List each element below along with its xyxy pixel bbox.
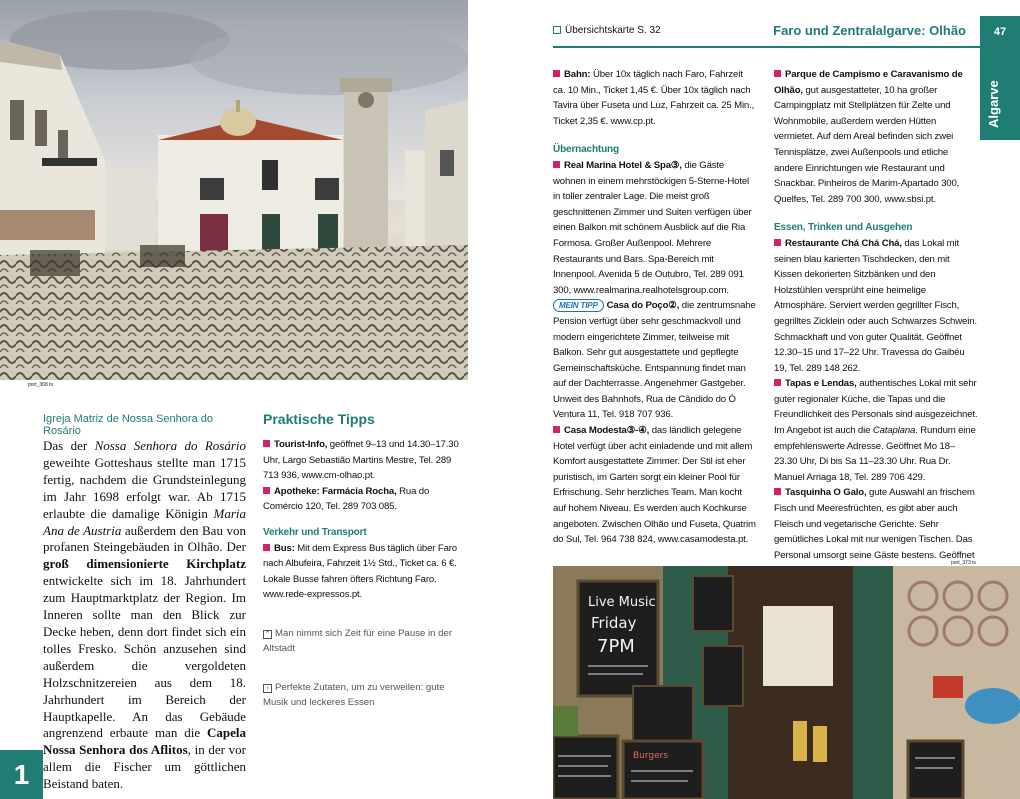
cataplana-term: Cataplana: [872, 425, 916, 437]
body-text: geweihte Gotteshaus stellte man 1715 fertig, nachdem die Grundsteinlegung im Jahr 1698 erfolgt war. Ab 1715 erlaubte die damalige Königin: [43, 454, 246, 521]
camping-text: gut ausgestatteter, 10 ha großer Campingplatz mit Stellplätzen für Zelte und Wohnmobile, außerdem werden Hütten vermietet. Auf dem Areal befinden sich zwei Tennisplätze, zwei Außenpools und etliche andere Einrichtungen wie Restaurant und Snackbar. Pinheiros de Marim-Apartado 300, Quelfes, Tel. 289 700 300, www.sbsi.pt.: [774, 84, 960, 205]
sign-burgers: Burgers: [633, 751, 669, 761]
hotel-real-marina: [553, 158, 757, 298]
body-keyword: groß dimensionierte Kirchplatz: [43, 556, 246, 572]
bus-label: Bus:: [274, 542, 295, 554]
map-square-icon: [553, 26, 561, 34]
hotel-text: das ländlich gelegene Hotel verfügt über acht einladende und mit allem Komfort ausgestattete Zimmer. Der Stil ist eher puristisch, im Garten sorgt ein kleiner Pool für Erfrischung. Sehr herzliches Team. Man kocht auf hohem Niveau. Es werden auch Kochkurse angeboten. Zwischen Olhão und Fuseta, Quatrim do Sul, Tel. 964 738 824, www.casamodesta.pt.: [553, 425, 756, 546]
arrow-right-icon: ›: [263, 684, 272, 693]
tip-tourist-info: [263, 437, 469, 484]
tip-label: Apotheke: Farmácia Rocha,: [274, 485, 397, 497]
sign-time: 7PM: [597, 636, 635, 657]
restaurant-text: das Lokal mit seinen blau karierten Tischdecken, den mit Kissen dekorierten Sitzbänken und den Holzstühlen versprüht eine heimelige Atmosphäre. Serviert werden gegrillter Fisch, gegrilltes Zicklein oder auch Schwarzes Schwein. Schmackhaft und von guter Qualität. Geöffnet 12.30–15 und 17–22 Uhr. Travessa do Gaibéu 19, Tel. 289 148 262.: [774, 237, 977, 374]
bullet-icon: [553, 70, 560, 77]
bullet-icon: [774, 239, 781, 246]
church-heading: Igreja Matriz de Nossa Senhora do Rosário: [43, 413, 213, 437]
photo-note-up: [263, 626, 469, 657]
page-number: 47: [980, 16, 1020, 48]
photo-cafe-entrance: [553, 566, 1020, 799]
bullet-icon: [774, 488, 781, 495]
tip-text: geöffnet 9–13 und 14.30–17.30 Uhr, Largo Sebastião Martins Mestre, Tel. 289 713 936, www.cm-olhao.pt.: [263, 439, 459, 482]
body-text: entwickelte sich im 18. Jahrhundert zum Hauptmarktplatz der Region. Im Inneren sollte man den Blick zur Decke heben, denn dort findet sich ein tolles Fresko. Schön anzusehen sind außerdem die vergoldeten Holzschnitzereien aus dem 18. Jahrhundert im Bereich der Hauptkapelle. An das Gebäude angrenzend erbaute man die: [43, 573, 246, 741]
body-emphasis: Maria Ana de Austria: [43, 505, 246, 538]
restaurant-text: gute Auswahl an frischem Fisch und Meeresfrüchten, es gibt aber auch Fleisch und vegetarische Gerichte. Sehr gemütliches Lokal mit nur wenigen Tischen. Das Personal umsorgt seine Gäste bestens. Geöffnet: [774, 487, 975, 561]
hotel-label: Real Marina Hotel & Spa③,: [564, 159, 682, 171]
church-section: [43, 413, 246, 793]
map-reference[interactable]: [553, 25, 661, 36]
dining-heading: Essen, Trinken und Ausgehen: [774, 222, 913, 234]
bullet-icon: [553, 426, 560, 433]
bus-text: Mit dem Express Bus täglich über Faro nach Albufeira, Fahrzeit 1½ Std., Ticket ca. 6 €. Lokale Busse fahren öfters Richtung Faro. www.rede-expressos.pt.: [263, 542, 457, 601]
hotel-text: die zentrumsnahe Pension verfügt über sehr geschmackvoll und modern eingerichtete Zimmer, teilweise mit Balkon. Sehr gut ausgestattete und gepflegte Gemeinschaftsküche. Entspannung findet man auf der Dachterrasse. Angenehmer Gastgeber. Unweit des Bahnhofs, Rua de Cândido do Ó Ventura 11, Tel. 918 707 936.: [553, 300, 756, 421]
running-title: Faro und Zentralalgarve: Olhão: [773, 23, 966, 38]
restaurant-text: authentisches Lokal mit sehr guter regionaler Küche, die Tapas und die Freundlichkeit des Personals sind ausgezeichnet. Im Angebot ist auch die: [774, 378, 978, 437]
tip-label: Tourist-Info,: [274, 439, 328, 450]
note-text: Perfekte Zutaten, um zu verweilen: gute Musik und leckeres Essen: [263, 681, 445, 709]
hotel-label: Casa do Poço②,: [606, 300, 680, 312]
hotel-casa-do-poco: [553, 298, 757, 423]
hotel-casa-modesta: [553, 423, 757, 548]
restaurant-tapas-e-lendas: [774, 376, 978, 485]
hotel-text: die Gäste wohnen in einem mehrstöckigen 5-Sterne-Hotel in toller zentraler Lage. Die meist groß geschnittenen Zimmer und Suiten verfügen über einen Balkon mit schönem Ausblick auf die Ria Formosa. Großer Außenpool. Mehrere Restaurants und Bars. Spa-Bereich mit Innenpool. Avenida 5 de Outubro, Tel. 289 091 300, www.realmarina.realhotelsgroup.com.: [553, 159, 752, 296]
bullet-icon: [263, 487, 270, 494]
hotel-label: Casa Modesta③-④,: [564, 425, 650, 437]
restaurant-label: Restaurante Chá Chá Chá,: [785, 237, 902, 249]
tips-section: [263, 411, 469, 711]
region-tab-label: Algarve: [986, 80, 1001, 128]
transport-bus: [263, 541, 469, 603]
region-tab: [980, 48, 1020, 140]
bahn-entry: [553, 67, 757, 129]
arrow-up-icon: ⌃: [264, 630, 271, 638]
bahn-label: Bahn:: [564, 69, 591, 80]
photo-credit-left: port_368 ts: [28, 382, 54, 388]
sign-friday: Friday: [591, 614, 637, 632]
camping-entry: [774, 67, 978, 207]
tips-title: Praktische Tipps: [263, 411, 375, 427]
church-body: [43, 438, 246, 793]
accommodation-column: [553, 67, 757, 548]
photo-note-right: [263, 680, 469, 711]
bullet-icon: [553, 161, 560, 168]
body-keyword: Capela Nossa Senhora dos Aflitos: [43, 725, 246, 758]
body-text: außerdem den Bau von profanen Steingebäuden in Olhão. Der: [43, 522, 246, 555]
chapter-tab: 1: [0, 750, 43, 799]
map-reference-text: Übersichtskarte S. 32: [565, 25, 661, 36]
photo-credit-right: port_373 ts: [951, 560, 977, 566]
mein-tipp-logo: MEIN TIPP: [553, 299, 604, 312]
bullet-icon: [774, 70, 781, 77]
sign-live-music: Live Music: [588, 595, 656, 610]
body-emphasis: Nossa Senhora do Rosário: [94, 438, 246, 453]
restaurant-cha-cha-cha: [774, 236, 978, 376]
tip-pharmacy: [263, 484, 469, 515]
restaurant-text-end: . Rundum eine empfehlenswerte Adresse. Geöffnet Mo 18–23.30 Uhr, Di bis Sa 11–23.30 Uhr. Rua Dr. Manuel Arriaga 18, Tel. 289 706 429.: [774, 425, 976, 483]
restaurant-label: Tapas e Lendas,: [785, 378, 857, 390]
transport-heading: Verkehr und Transport: [263, 526, 367, 538]
body-text: Das der: [43, 438, 95, 453]
tip-text: Rua do Comércio 120, Tel. 289 703 085.: [263, 485, 430, 513]
accommodation-heading: Übernachtung: [553, 144, 619, 156]
photo-olhao-square: [0, 0, 468, 380]
restaurant-label: Tasquinha O Galo,: [785, 487, 867, 499]
bahn-text: Über 10x täglich nach Faro, Fahrzeit ca. 10 Min., Ticket 1,45 €. Über 10x täglich nach Tavira über Fuseta und Luz, Fahrzeit ca. 25 Min., Ticket 2,35 €. www.cp.pt.: [553, 69, 755, 127]
bullet-icon: [774, 379, 781, 386]
dining-column: [774, 67, 978, 595]
note-text: Man nimmt sich Zeit für eine Pause in der Altstadt: [263, 627, 453, 655]
page-header: [553, 16, 980, 48]
square-illustration: [0, 0, 468, 380]
bullet-icon: [263, 544, 270, 551]
bullet-icon: [263, 440, 270, 447]
cafe-illustration: [553, 566, 1020, 799]
camping-label: Parque de Campismo e Caravanismo de Olhão,: [774, 69, 963, 96]
body-text: , in der vor allem die Fischer um göttlichen Beistand baten.: [43, 742, 246, 792]
